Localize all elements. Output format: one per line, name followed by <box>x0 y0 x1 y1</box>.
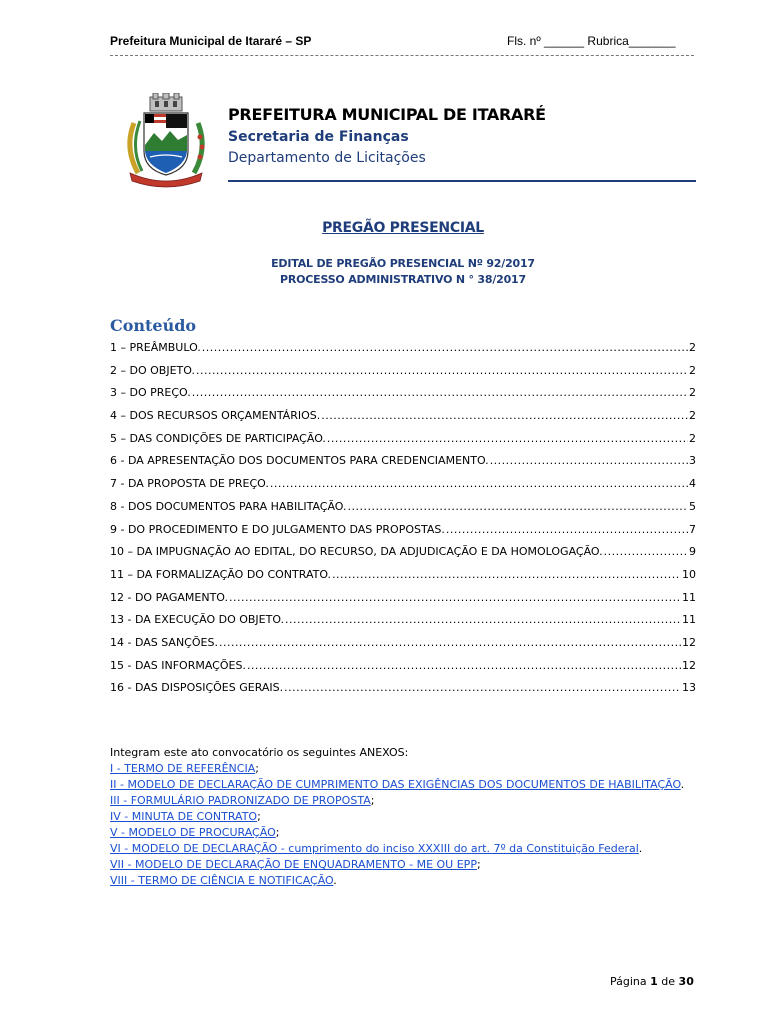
page-footer <box>610 975 694 988</box>
toc-entry-label: 8 - DOS DOCUMENTOS PARA HABILITAÇÃO. <box>110 499 347 513</box>
header-divider <box>110 55 694 56</box>
toc-leader-dots <box>348 500 688 513</box>
toc-heading: Conteúdo <box>110 316 197 335</box>
toc-entry[interactable] <box>110 659 696 682</box>
table-of-contents <box>110 341 696 704</box>
footer-total-pages: 30 <box>678 975 694 988</box>
toc-entry[interactable] <box>110 591 696 614</box>
annex-suffix: ; <box>255 762 259 775</box>
annex-link[interactable]: IV - MINUTA DE CONTRATO <box>110 810 258 823</box>
toc-leader-dots <box>446 523 688 536</box>
toc-entry-page: 10 <box>682 567 696 581</box>
toc-leader-dots <box>247 659 681 672</box>
coat-of-arms-icon <box>120 93 212 188</box>
annex-suffix: ; <box>257 810 261 823</box>
toc-entry[interactable] <box>110 568 696 591</box>
annex-link[interactable]: V - MODELO DE PROCURAÇÃO <box>110 826 276 839</box>
toc-entry-page: 3 <box>689 454 696 468</box>
toc-entry[interactable] <box>110 432 696 455</box>
annex-suffix: . <box>638 842 643 855</box>
toc-entry-page: 7 <box>689 522 696 536</box>
annex-link[interactable]: III - FORMULÁRIO PADRONIZADO DE PROPOSTA <box>110 794 371 807</box>
toc-entry-label: 2 – DO OBJETO. <box>110 363 195 377</box>
toc-leader-dots <box>321 409 688 422</box>
toc-entry-label: 6 - DA APRESENTAÇÃO DOS DOCUMENTOS PARA CREDENCIAMENTO. <box>110 454 489 468</box>
toc-entry-page: 13 <box>682 681 696 695</box>
toc-entry-page: 9 <box>689 545 696 559</box>
org-secretaria: Secretaria de Finanças <box>228 129 409 145</box>
toc-entry-page: 11 <box>682 613 696 627</box>
toc-entry[interactable] <box>110 386 696 409</box>
toc-leader-dots <box>196 364 688 377</box>
toc-entry[interactable] <box>110 454 696 477</box>
toc-leader-dots <box>604 545 688 558</box>
toc-entry-page: 4 <box>689 477 696 491</box>
toc-entry-page: 2 <box>689 341 696 354</box>
toc-entry-page: 5 <box>689 499 696 513</box>
toc-entry[interactable] <box>110 636 696 659</box>
toc-entry[interactable] <box>110 681 696 704</box>
annex-item <box>110 809 696 825</box>
annex-item <box>110 777 696 793</box>
document-title: PREGÃO PRESENCIAL <box>322 220 484 236</box>
toc-entry-page: 2 <box>689 386 696 400</box>
toc-leader-dots <box>229 591 681 604</box>
toc-leader-dots <box>284 681 681 694</box>
toc-entry-label: 10 – DA IMPUGNAÇÃO AO EDITAL, DO RECURSO, DA ADJUDICAÇÃO E DA HOMOLOGAÇÃO. <box>110 545 603 559</box>
annex-suffix: . <box>333 874 337 887</box>
annex-item <box>110 793 696 809</box>
toc-entry-label: 1 – PREÂMBULO. <box>110 341 201 354</box>
toc-entry-label: 14 - DAS SANÇÕES. <box>110 635 218 649</box>
toc-entry[interactable] <box>110 613 696 636</box>
toc-entry-page: 12 <box>682 658 696 672</box>
toc-leader-dots <box>192 386 688 399</box>
annex-suffix: . <box>680 778 685 791</box>
annex-suffix: ; <box>476 858 481 871</box>
toc-entry-label: 11 – DA FORMALIZAÇÃO DO CONTRATO. <box>110 567 332 581</box>
annex-link[interactable]: II - MODELO DE DECLARAÇÃO DE CUMPRIMENTO DAS EXIGÊNCIAS DOS DOCUMENTOS DE HABILITAÇÃO <box>110 778 681 791</box>
annex-suffix: ; <box>275 826 280 839</box>
annex-suffix: ; <box>370 794 375 807</box>
toc-leader-dots <box>327 432 688 445</box>
annex-item <box>110 857 696 873</box>
toc-entry-label: 5 – DAS CONDIÇÕES DE PARTICIPAÇÃO. <box>110 431 326 445</box>
toc-entry-label: 15 - DAS INFORMAÇÕES. <box>110 658 246 672</box>
toc-entry-page: 2 <box>689 431 696 445</box>
annex-link[interactable]: VI - MODELO DE DECLARAÇÃO - cumprimento do inciso XXXIII do art. 7º da Constituição Federal <box>110 842 639 855</box>
toc-entry[interactable] <box>110 545 696 568</box>
annex-item <box>110 761 696 777</box>
footer-mid: de <box>657 975 679 988</box>
annexes-intro: Integram este ato convocatório os seguintes ANEXOS: <box>110 746 409 759</box>
org-departamento: Departamento de Licitações <box>228 150 426 166</box>
running-header-left: Prefeitura Municipal de Itararé – SP <box>110 34 312 48</box>
annex-link[interactable]: VIII - TERMO DE CIÊNCIA E NOTIFICAÇÃO <box>110 874 334 887</box>
footer-prefix: Página <box>610 975 651 988</box>
running-header-right: Fls. nº ______ Rubrica_______ <box>507 34 676 48</box>
footer-page-number: 1 <box>650 975 658 988</box>
toc-entry[interactable] <box>110 341 696 364</box>
edital-number: EDITAL DE PREGÃO PRESENCIAL Nº 92/2017 <box>271 257 535 270</box>
toc-entry-label: 12 - DO PAGAMENTO. <box>110 590 228 604</box>
toc-entry[interactable] <box>110 477 696 500</box>
toc-entry[interactable] <box>110 409 696 432</box>
annex-link[interactable]: VII - MODELO DE DECLARAÇÃO DE ENQUADRAMENTO - ME OU EPP <box>110 858 477 871</box>
toc-entry-label: 9 - DO PROCEDIMENTO E DO JULGAMENTO DAS PROPOSTAS. <box>110 522 445 536</box>
toc-entry-page: 12 <box>682 635 696 649</box>
annexes-list <box>110 761 696 889</box>
toc-entry-label: 13 - DA EXECUÇÃO DO OBJETO. <box>110 613 285 627</box>
toc-entry-page: 2 <box>689 409 696 423</box>
toc-entry-label: 3 – DO PREÇO. <box>110 386 191 400</box>
toc-entry[interactable] <box>110 500 696 523</box>
annex-item <box>110 825 696 841</box>
annex-item <box>110 873 696 889</box>
toc-entry-page: 2 <box>689 363 696 377</box>
processo-number: PROCESSO ADMINISTRATIVO N ° 38/2017 <box>280 273 526 286</box>
toc-leader-dots <box>219 636 681 649</box>
annexes-section <box>110 745 696 889</box>
toc-leader-dots <box>285 613 681 626</box>
org-title: PREFEITURA MUNICIPAL DE ITARARÉ <box>228 105 546 124</box>
toc-leader-dots <box>332 568 681 581</box>
toc-entry-label: 16 - DAS DISPOSIÇÕES GERAIS. <box>110 681 284 695</box>
toc-leader-dots <box>202 341 688 354</box>
toc-entry-page: 11 <box>682 590 696 604</box>
annex-link[interactable]: I - TERMO DE REFERÊNCIA <box>110 762 256 775</box>
toc-entry[interactable] <box>110 364 696 387</box>
toc-leader-dots <box>270 477 688 490</box>
org-divider <box>228 180 696 182</box>
toc-entry[interactable] <box>110 523 696 546</box>
annex-item <box>110 841 696 857</box>
toc-leader-dots <box>490 454 688 467</box>
toc-entry-label: 7 - DA PROPOSTA DE PREÇO. <box>110 477 269 491</box>
toc-entry-label: 4 – DOS RECURSOS ORÇAMENTÁRIOS. <box>110 409 321 423</box>
